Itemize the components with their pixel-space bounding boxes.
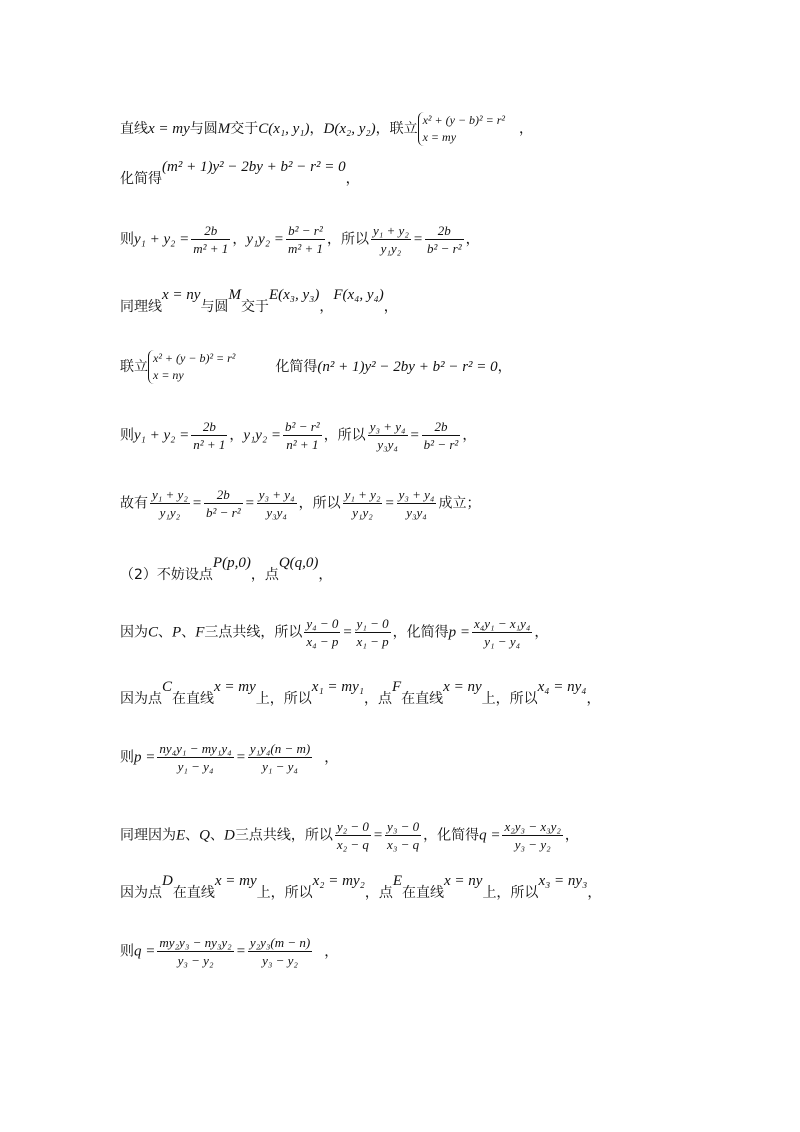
formula: x = ny bbox=[162, 287, 201, 303]
text: ， bbox=[324, 749, 339, 766]
text: 交于 bbox=[240, 299, 269, 315]
text: ， bbox=[318, 567, 333, 583]
denominator: n² + 1 bbox=[286, 437, 319, 452]
formula: x₄ = ny₄ bbox=[537, 679, 587, 695]
formula: D bbox=[162, 873, 173, 889]
formula: p = bbox=[134, 749, 156, 766]
text: 、 bbox=[185, 827, 200, 844]
formula: q = bbox=[479, 827, 501, 844]
text: 成立； bbox=[438, 495, 481, 512]
text: ， bbox=[497, 359, 512, 375]
denominator: n² + 1 bbox=[193, 437, 226, 452]
numerator: b² − r² bbox=[285, 419, 320, 434]
text: 则 bbox=[120, 943, 134, 960]
text: 交于 bbox=[230, 121, 259, 137]
denominator: m² + 1 bbox=[193, 241, 229, 256]
numerator: y₁ − 0 bbox=[356, 616, 389, 631]
text: 在直线 bbox=[402, 885, 444, 901]
fraction bbox=[472, 615, 532, 650]
formula: M bbox=[217, 121, 231, 137]
text: 、 bbox=[181, 624, 196, 641]
formula: C bbox=[148, 624, 159, 641]
numerator: ny₄y₁ − my₁y₄ bbox=[159, 741, 232, 756]
text-line bbox=[120, 418, 476, 453]
text-line bbox=[120, 615, 548, 650]
numerator: 2b bbox=[191, 418, 227, 436]
text: ，所以 bbox=[298, 495, 341, 512]
fraction bbox=[304, 615, 340, 650]
text: 同理线 bbox=[120, 299, 162, 315]
text: 、 bbox=[210, 827, 225, 844]
fraction bbox=[371, 222, 411, 257]
text: 故有 bbox=[120, 495, 148, 512]
formula: D bbox=[224, 827, 235, 844]
denominator: x₁ − p bbox=[356, 634, 389, 649]
text: 上，所以 bbox=[255, 691, 312, 707]
fraction bbox=[425, 222, 464, 257]
numerator: y₁ + y₂ bbox=[152, 487, 188, 502]
numerator: my₂y₃ − ny₃y₂ bbox=[159, 935, 232, 950]
fraction bbox=[257, 486, 297, 521]
text-line bbox=[120, 740, 338, 775]
equation: x² + (y − b)² = r² bbox=[422, 113, 506, 127]
text-line bbox=[120, 159, 360, 187]
formula: P bbox=[172, 624, 182, 641]
text: ， bbox=[519, 121, 534, 137]
formula: p = bbox=[448, 624, 470, 641]
formula: y₁ + y₂ = bbox=[134, 427, 190, 444]
formula: = bbox=[372, 827, 384, 844]
numerator: 2b bbox=[191, 222, 230, 240]
text-line bbox=[120, 934, 338, 969]
text: 上，所以 bbox=[482, 885, 539, 901]
text: ，所以 bbox=[327, 231, 369, 248]
text: 直线 bbox=[120, 121, 148, 137]
denominator: x₃ − q bbox=[387, 837, 420, 852]
text: 上，所以 bbox=[481, 691, 538, 707]
text: ，化简得 bbox=[423, 827, 480, 844]
fraction bbox=[157, 934, 233, 969]
formula: C(x₁, y₁) bbox=[258, 121, 310, 137]
numerator: x₂y₃ − x₃y₂ bbox=[504, 819, 561, 834]
denominator: b² − r² bbox=[205, 505, 241, 520]
text-line bbox=[120, 486, 480, 521]
text: ， bbox=[534, 624, 549, 641]
numerator: x₄y₁ − x₁y₄ bbox=[473, 616, 531, 631]
formula: F bbox=[195, 624, 205, 641]
equation-system bbox=[148, 350, 235, 384]
denominator: y₁y₂ bbox=[380, 241, 402, 256]
text: ， bbox=[462, 427, 477, 444]
formula: = bbox=[191, 495, 202, 512]
formula: x = my bbox=[214, 873, 257, 889]
fraction bbox=[385, 818, 421, 853]
formula: D(x₂, y₂) bbox=[323, 121, 376, 137]
text: 与圆 bbox=[200, 299, 229, 315]
text: 则 bbox=[120, 749, 134, 766]
numerator: y₁y₄(n − m) bbox=[249, 741, 311, 756]
fraction bbox=[422, 418, 461, 453]
numerator: 2b bbox=[422, 418, 461, 436]
text: ， bbox=[324, 943, 339, 960]
formula: x₃ = ny₃ bbox=[538, 873, 588, 889]
formula: C bbox=[162, 679, 173, 695]
fraction bbox=[335, 818, 371, 853]
formula: F(x₄, y₄) bbox=[333, 287, 384, 303]
text: 在直线 bbox=[172, 691, 215, 707]
fraction bbox=[157, 740, 233, 775]
fraction bbox=[248, 740, 312, 775]
denominator: x₂ − q bbox=[336, 837, 369, 852]
text: 同理因为 bbox=[120, 827, 176, 844]
denominator: b² − r² bbox=[423, 437, 459, 452]
formula: = bbox=[235, 943, 246, 960]
text: 联立 bbox=[120, 359, 148, 375]
text: 因为点 bbox=[120, 885, 162, 901]
denominator: y₃y₄ bbox=[266, 505, 287, 520]
fraction bbox=[204, 486, 243, 521]
numerator: 2b bbox=[204, 486, 243, 504]
text: ，所以 bbox=[323, 427, 366, 444]
fraction bbox=[248, 934, 312, 969]
text: ， bbox=[586, 691, 601, 707]
formula: = bbox=[244, 495, 255, 512]
formula: y₁y₂ = bbox=[243, 427, 282, 444]
text: ， bbox=[345, 171, 360, 187]
formula: = bbox=[342, 624, 353, 641]
equation-system bbox=[418, 112, 505, 146]
denominator: y₃y₄ bbox=[377, 437, 398, 452]
numerator: y₂y₃(m − n) bbox=[249, 935, 311, 950]
equation: x = my bbox=[422, 130, 457, 144]
formula: = bbox=[235, 749, 246, 766]
denominator: y₃ − y₂ bbox=[177, 953, 214, 968]
fraction bbox=[283, 418, 322, 453]
text: ， bbox=[309, 121, 324, 137]
fraction bbox=[355, 615, 391, 650]
formula: = bbox=[409, 427, 420, 444]
text-line bbox=[120, 287, 398, 315]
denominator: y₁ − y₄ bbox=[484, 634, 521, 649]
text: 因为点 bbox=[120, 691, 162, 707]
equation: x = ny bbox=[153, 368, 184, 382]
denominator: y₁ − y₄ bbox=[177, 759, 214, 774]
text: （2）不妨设点 bbox=[120, 567, 213, 583]
text: 、 bbox=[158, 624, 173, 641]
numerator: y₁ + y₂ bbox=[373, 223, 409, 238]
text-line bbox=[120, 818, 579, 853]
formula: F bbox=[392, 679, 402, 695]
text: 则 bbox=[120, 231, 134, 248]
formula: x = ny bbox=[443, 679, 482, 695]
numerator: 2b bbox=[425, 222, 464, 240]
formula: x₁ = my₁ bbox=[311, 679, 364, 695]
numerator: y₃ − 0 bbox=[387, 819, 420, 834]
fraction bbox=[368, 418, 408, 453]
fraction bbox=[343, 486, 383, 521]
denominator: y₃ − y₂ bbox=[514, 837, 551, 852]
text: ，化简得 bbox=[392, 624, 449, 641]
numerator: y₄ − 0 bbox=[306, 616, 339, 631]
formula: = bbox=[412, 231, 423, 248]
formula: (n² + 1)y² − 2by + b² − r² = 0 bbox=[317, 359, 498, 375]
text-line bbox=[120, 350, 512, 384]
text-line bbox=[120, 873, 602, 901]
formula: = bbox=[384, 495, 395, 512]
formula: Q(q,0) bbox=[278, 555, 319, 571]
fraction bbox=[150, 486, 190, 521]
formula: x₂ = my₂ bbox=[312, 873, 365, 889]
formula: (m² + 1)y² − 2by + b² − r² = 0 bbox=[162, 159, 346, 175]
formula: q = bbox=[134, 943, 156, 960]
formula: E(x₃, y₃) bbox=[268, 287, 320, 303]
denominator: y₁y₂ bbox=[352, 505, 373, 520]
formula: E bbox=[176, 827, 186, 844]
formula: y₁ + y₂ = bbox=[134, 231, 190, 248]
text: 三点共线，所以 bbox=[234, 827, 333, 844]
text: 在直线 bbox=[401, 691, 444, 707]
text: ，联立 bbox=[375, 121, 418, 137]
formula: x = my bbox=[214, 679, 256, 695]
text: ， bbox=[229, 427, 244, 444]
text: ，点 bbox=[364, 885, 393, 901]
equation: x² + (y − b)² = r² bbox=[153, 351, 236, 365]
text: 上，所以 bbox=[256, 885, 313, 901]
text: ，点 bbox=[250, 567, 279, 583]
text: ， bbox=[383, 299, 398, 315]
denominator: y₃ − y₂ bbox=[262, 953, 298, 968]
text: 则 bbox=[120, 427, 134, 444]
denominator: y₁y₂ bbox=[159, 505, 181, 520]
formula: x = my bbox=[148, 121, 190, 137]
text: ，点 bbox=[364, 691, 392, 707]
denominator: y₁ − y₄ bbox=[262, 759, 298, 774]
numerator: y₃ + y₄ bbox=[398, 487, 435, 502]
formula: x = ny bbox=[444, 873, 483, 889]
text-line bbox=[120, 112, 533, 146]
formula: y₁y₂ = bbox=[246, 231, 284, 248]
text: 三点共线，所以 bbox=[204, 624, 303, 641]
text: ， bbox=[465, 231, 480, 248]
text: 化简得 bbox=[120, 171, 162, 187]
denominator: x₄ − p bbox=[306, 634, 339, 649]
denominator: b² − r² bbox=[426, 241, 462, 256]
denominator: m² + 1 bbox=[287, 241, 323, 256]
fraction bbox=[191, 418, 227, 453]
formula: M bbox=[228, 287, 241, 303]
formula: P(p,0) bbox=[212, 555, 251, 571]
numerator: y₁ + y₂ bbox=[344, 487, 381, 502]
text: ， bbox=[232, 231, 247, 248]
text: 在直线 bbox=[172, 885, 215, 901]
numerator: y₃ + y₄ bbox=[258, 487, 295, 502]
fraction bbox=[502, 818, 562, 853]
fraction bbox=[286, 222, 325, 257]
text: 化简得 bbox=[275, 359, 318, 375]
numerator: b² − r² bbox=[286, 222, 325, 240]
text: ， bbox=[587, 885, 602, 901]
text-line bbox=[120, 679, 601, 707]
text: 因为 bbox=[120, 624, 148, 641]
text-line bbox=[120, 222, 480, 257]
denominator: y₃y₄ bbox=[406, 505, 427, 520]
numerator: y₃ + y₄ bbox=[369, 419, 406, 434]
text-line bbox=[120, 555, 333, 583]
text: 与圆 bbox=[189, 121, 218, 137]
fraction bbox=[397, 486, 437, 521]
formula: E bbox=[392, 873, 402, 889]
formula: Q bbox=[199, 827, 211, 844]
text: ， bbox=[564, 827, 579, 844]
numerator: y₂ − 0 bbox=[336, 819, 369, 834]
text: ， bbox=[319, 299, 334, 315]
fraction bbox=[191, 222, 230, 257]
